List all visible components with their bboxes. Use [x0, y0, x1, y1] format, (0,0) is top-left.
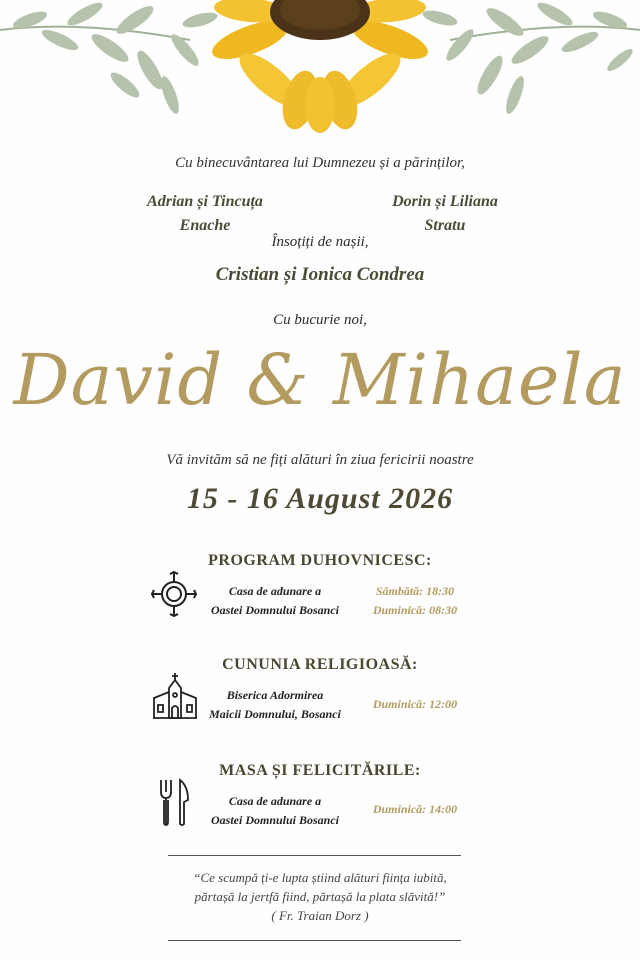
event-title-reception: MASA ȘI FELICITĂRILE:	[219, 762, 421, 779]
fork-knife-icon	[158, 778, 190, 826]
venue-line: Biserica Adormirea	[226, 688, 324, 702]
sunflower-header-decoration	[0, 0, 640, 140]
godparents-names: Cristian și Ionica Condrea	[215, 264, 425, 285]
groom-parents	[120, 190, 290, 238]
ampersand: &	[246, 339, 310, 421]
orthodox-cross-icon	[150, 570, 198, 618]
bride-name: Mihaela	[333, 339, 627, 421]
venue-line: Oastei Domnului Bosanci	[210, 813, 340, 827]
bride-parents	[360, 190, 530, 238]
event-venue-reception	[200, 792, 350, 830]
event-times-program	[360, 582, 470, 620]
event-time: Sâmbătă: 18:30	[375, 584, 455, 598]
divider-top	[168, 855, 461, 856]
venue-line: Oastei Domnului Bosanci	[210, 603, 340, 617]
groom-name: David	[13, 339, 224, 421]
church-icon	[152, 672, 198, 720]
event-time: Duminică: 14:00	[372, 802, 458, 816]
blessing-line: Cu binecuvântarea lui Dumnezeu și a părinților,	[175, 155, 465, 171]
groom-parents-names: Adrian și Tincuța	[147, 193, 263, 210]
bride-parents-surname: Stratu	[424, 217, 466, 234]
event-time: Duminică: 12:00	[372, 697, 458, 711]
event-title-program: PROGRAM DUHOVNICESC:	[208, 552, 432, 569]
venue-line: Casa de adunare a	[228, 794, 322, 808]
event-venue-ceremony	[200, 686, 350, 724]
quote-line: părtașă la jertfă fiind, părtașă la plata slăvită!”	[194, 889, 446, 904]
groom-parents-surname: Enache	[179, 217, 231, 234]
venue-line: Maicii Domnului, Bosanci	[209, 707, 341, 721]
bride-parents-names: Dorin și Liliana	[392, 193, 498, 210]
couple-names	[0, 330, 640, 430]
venue-line: Casa de adunare a	[228, 584, 322, 598]
event-title-ceremony: CUNUNIA RELIGIOASĂ:	[222, 656, 418, 673]
joy-line: Cu bucurie noi,	[273, 312, 367, 328]
wedding-date: 15 - 16 August 2026	[186, 482, 454, 515]
closing-quote	[0, 868, 640, 925]
event-venue-program	[200, 582, 350, 620]
invitation-line: Vă invităm să ne fiți alături în ziua fericirii noastre	[166, 452, 474, 468]
event-times-ceremony	[360, 695, 470, 714]
event-times-reception	[360, 800, 470, 819]
escort-line: Însoțiți de nașii,	[271, 234, 369, 250]
divider-bottom	[168, 940, 461, 941]
event-time: Duminică: 08:30	[372, 603, 458, 617]
quote-author: ( Fr. Traian Dorz )	[271, 908, 369, 923]
quote-line: “Ce scumpă ți-e lupta știind alături ființa iubită,	[193, 870, 447, 885]
